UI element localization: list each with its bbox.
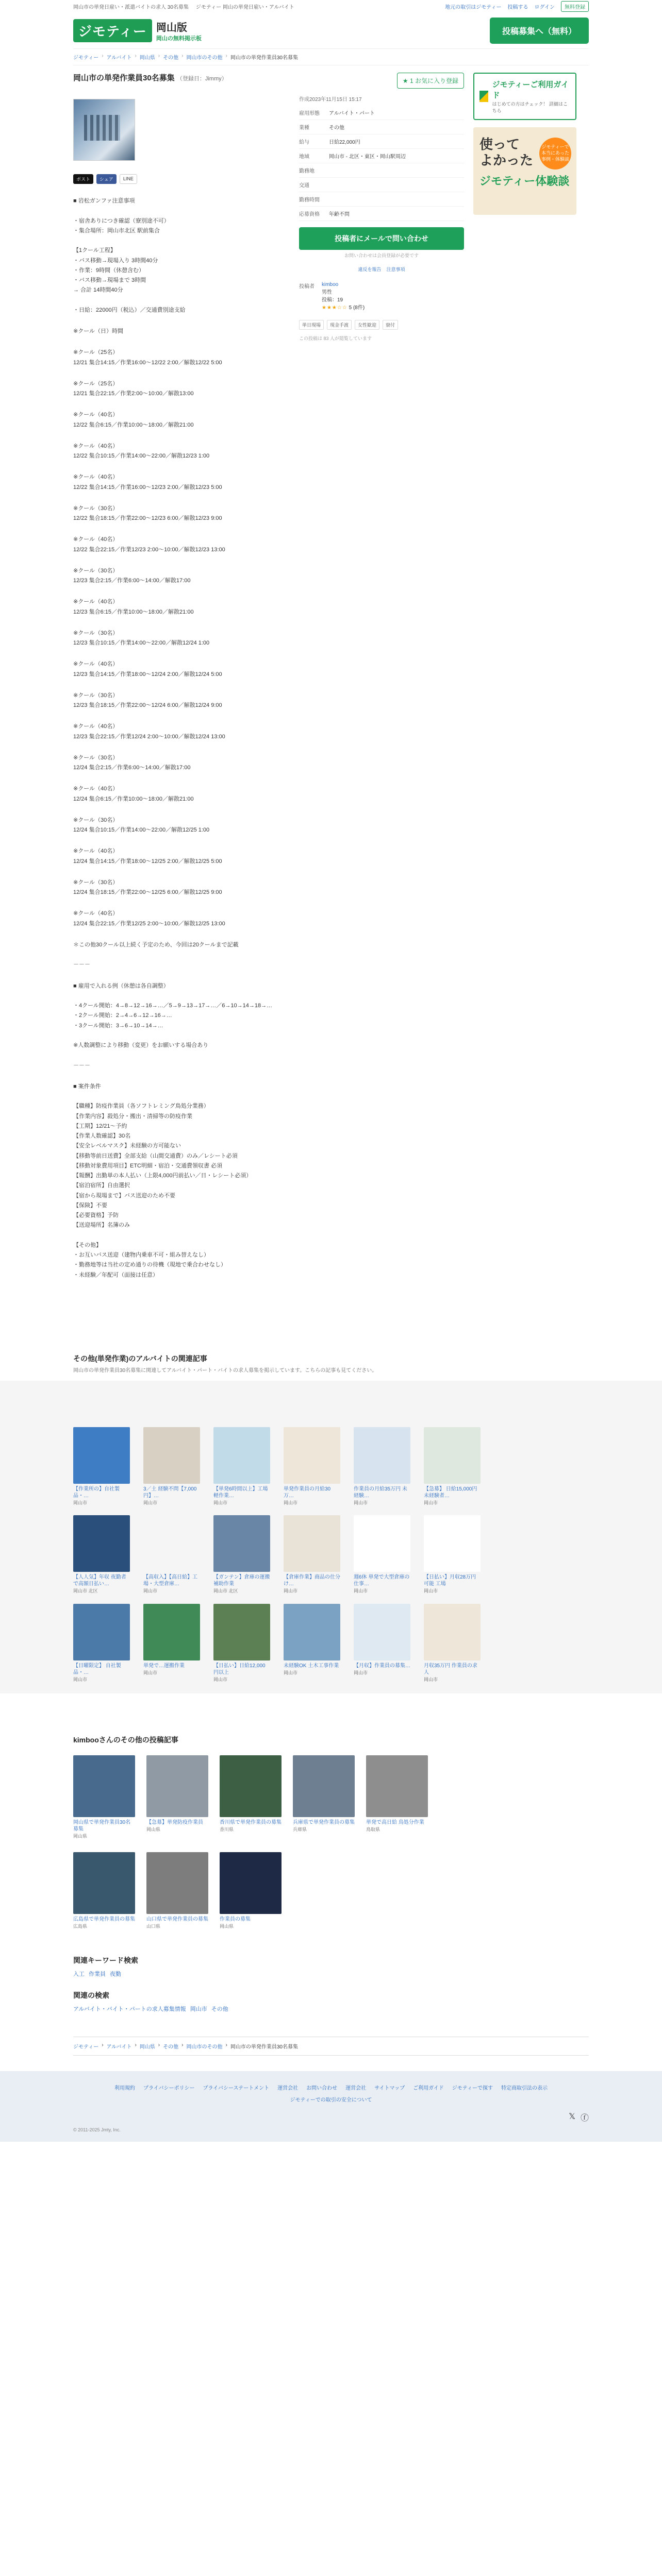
listing-sidebar: [299, 73, 464, 1292]
body-block: ※クール（40名） 12/24 集合14:15／作業18:00〜12/25 2:00／解散12/25 5:00: [73, 848, 222, 865]
footer-breadcrumb: ジモティー › アルバイト › 岡山県 › その他 › 岡山市のその他 › 岡山市の単発作業員30名募集: [73, 2037, 589, 2056]
card-location: 岡山市: [143, 1670, 158, 1676]
body-block: ※クール（40名） 12/22 集合6:15／作業10:00〜18:00／解散21:00: [73, 412, 194, 428]
card-thumbnail[interactable]: [284, 1604, 340, 1660]
listing-card[interactable]: [354, 1604, 410, 1683]
card-title[interactable]: 【ガンテン】倉庫の運搬補助作業: [213, 1574, 270, 1587]
card-title[interactable]: 【高収入】【高日給】工場・大型倉庫…: [143, 1574, 197, 1587]
contact-note: お問い合わせは会員登録が必要です: [344, 253, 419, 258]
topbar-text-1: 岡山市の単発日雇い・派遣バイトの求人 30名募集: [73, 4, 189, 10]
right-column: [473, 73, 576, 1292]
keyword-link[interactable]: 作業員: [89, 1971, 106, 1978]
topbar-link-login[interactable]: ログイン: [534, 4, 555, 10]
body-block: ※クール（30名） 12/23 集合2:15／作業6:00〜14:00／解散17:00: [73, 567, 191, 584]
listing-card[interactable]: [220, 1852, 282, 1930]
body-block: ＊この他30クール以上続く予定のため、今回は20クールまで記載 －－－: [73, 941, 239, 968]
listing-card[interactable]: [354, 1515, 410, 1595]
ad-brand: ジモティー体験談: [479, 175, 570, 188]
card-location: 鳥取県: [366, 1826, 380, 1832]
info-row: [299, 149, 464, 163]
listing-card[interactable]: [146, 1852, 208, 1930]
body-block: ※クール（40名） 12/23 集合6:15／作業10:00〜18:00／解散21:00: [73, 599, 194, 615]
card-location: 岡山市: [213, 1677, 228, 1683]
card-title[interactable]: 【急募】 日給15,000円 未経験者…: [424, 1486, 477, 1499]
info-row: [299, 163, 464, 178]
card-thumbnail[interactable]: [146, 1755, 208, 1817]
related-search-link[interactable]: その他: [211, 2006, 228, 2013]
keyword-link[interactable]: 入工: [73, 1971, 85, 1978]
card-location: 岡山市: [284, 1670, 298, 1676]
ad-line-1: 使って: [479, 137, 520, 152]
card-title[interactable]: 単発で高日給 鳥処分作業: [366, 1819, 424, 1825]
listing-card[interactable]: [143, 1604, 200, 1683]
body-block: ※クール（40名） 12/22 集合10:15／作業14:00〜22:00／解散12/23 1:00: [73, 443, 210, 459]
listing-card[interactable]: [73, 1427, 130, 1506]
listing-card[interactable]: [213, 1427, 270, 1506]
notice-link[interactable]: 注意事項: [386, 267, 405, 272]
listing-card[interactable]: [73, 1515, 130, 1595]
card-location: 岡山市: [143, 1588, 158, 1594]
card-thumbnail[interactable]: [73, 1852, 135, 1914]
card-thumbnail[interactable]: [284, 1427, 340, 1484]
card-thumbnail[interactable]: [354, 1427, 410, 1484]
body-block: ■ 岩松ガンファ注意事項 ・宿舎ありにつき確認（寮別途不可） ・集合場所：岡山市北区 駅前集合 【1クール工程】 ・バス移動→現場入り 3時間40分 ・作業：9時間（休憩含む） ・バス移動→現場まで 3時間 → 合計 14時間40分 ・日給：22000円（税込）／交通費別途支給: [73, 198, 186, 313]
card-thumbnail[interactable]: [354, 1515, 410, 1572]
card-title[interactable]: 週6休 単発で大型倉庫の仕事…: [354, 1574, 410, 1587]
related-section: [73, 1353, 589, 1374]
x-icon[interactable]: 𝕏: [569, 2112, 575, 2122]
card-thumbnail[interactable]: [424, 1427, 481, 1484]
info-value: [329, 163, 464, 178]
breadcrumb-item[interactable]: アルバイト: [106, 55, 132, 61]
card-title[interactable]: 【単発6時間以上】工場軽作業…: [213, 1486, 268, 1499]
breadcrumb-item[interactable]: ジモティー: [73, 2044, 99, 2050]
listing-card[interactable]: [284, 1427, 340, 1506]
card-location: 岡山市: [424, 1588, 438, 1594]
card-thumbnail[interactable]: [213, 1427, 270, 1484]
listing-title-text: 岡山市の単発作業員30名募集: [73, 74, 175, 82]
poster-post-count: 投稿：19: [322, 297, 343, 303]
card-location: 岡山市: [354, 1588, 368, 1594]
related-desc: 岡山市の単発作業員30名募集に関連してアルバイト・パート・バイトの求人募集を掲示しています。こちらの記事も見てください。: [73, 1367, 377, 1374]
info-row: [299, 207, 464, 221]
breadcrumb-item[interactable]: 岡山市のその他: [186, 2044, 223, 2050]
card-thumbnail[interactable]: [366, 1755, 428, 1817]
experience-ad-banner[interactable]: [473, 127, 576, 215]
card-title[interactable]: 【作業所の】自社製品・…: [73, 1486, 120, 1499]
related-title: その他(単発作業)のアルバイトの関連記事: [73, 1354, 207, 1363]
listing-card[interactable]: [213, 1515, 270, 1595]
share-line-button[interactable]: LINE: [120, 174, 137, 184]
card-location: 岡山市: [213, 1500, 228, 1505]
card-thumbnail[interactable]: [220, 1852, 282, 1914]
share-x-button[interactable]: ポスト: [73, 174, 93, 184]
body-block: ※クール（40名） 12/22 集合14:15／作業16:00〜12/23 2:00／解散12/23 5:00: [73, 474, 222, 490]
footer-link[interactable]: 利用規約: [114, 2086, 135, 2092]
register-button[interactable]: 無料登録: [561, 1, 589, 12]
footer-link[interactable]: ジモティーでの取引の安全について: [290, 2097, 372, 2104]
body-block: ※クール（日）時間: [73, 328, 123, 334]
card-location: 岡山市 北区: [213, 1588, 238, 1594]
card-title[interactable]: 香川県で単発作業員の募集: [220, 1819, 282, 1825]
info-key: 応募資格: [299, 207, 329, 221]
card-thumbnail[interactable]: [73, 1604, 130, 1660]
tag: 寮付: [383, 320, 398, 330]
card-thumbnail[interactable]: [73, 1755, 135, 1817]
listing-card[interactable]: [73, 1852, 135, 1930]
info-value: [329, 192, 464, 207]
info-value: アルバイト・パート: [329, 106, 464, 120]
breadcrumb-item[interactable]: ジモティー: [73, 55, 99, 61]
listing-tags: [299, 320, 464, 330]
card-thumbnail[interactable]: [220, 1755, 282, 1817]
related-search-link[interactable]: アルバイト・バイト・パートの求人募集情報: [73, 2006, 186, 2013]
card-thumbnail[interactable]: [143, 1604, 200, 1660]
other-posts-section: [73, 1735, 589, 1929]
topbar-link-post[interactable]: 投稿する: [507, 4, 528, 10]
listing-card[interactable]: [354, 1427, 410, 1506]
body-block: ※クール（40名） 12/23 集合22:15／作業12/24 2:00〜10:00／解散12/24 13:00: [73, 723, 225, 740]
card-thumbnail[interactable]: [424, 1604, 481, 1660]
logo-mark: ジモティー: [73, 19, 152, 42]
card-title[interactable]: 広島県で単発作業員の募集: [73, 1916, 135, 1922]
tag: 女性歓迎: [355, 320, 379, 330]
listing-main: [73, 73, 290, 1292]
listing-card[interactable]: [366, 1755, 428, 1840]
share-buttons: [73, 174, 290, 184]
breadcrumb-item[interactable]: 岡山県: [139, 2044, 155, 2050]
info-value: 年齢不問: [329, 207, 464, 221]
facebook-icon[interactable]: ⓕ: [580, 2114, 589, 2123]
breadcrumb-current: 岡山市の単発作業員30名募集: [230, 55, 298, 61]
card-title[interactable]: 単発作業員の月給30万…: [284, 1486, 331, 1499]
top-bar: [73, 0, 589, 12]
listing-card[interactable]: [424, 1515, 481, 1595]
usage-guide-banner[interactable]: [473, 73, 576, 120]
card-location: 山口県: [146, 1923, 161, 1929]
related-grid: [0, 1381, 662, 1693]
footer-link[interactable]: お問い合わせ: [306, 2086, 338, 2092]
listing-card[interactable]: [73, 1755, 135, 1840]
footer-link[interactable]: プライバシーステートメント: [203, 2086, 270, 2092]
card-title[interactable]: 【倉庫作業】商品の仕分け…: [284, 1574, 340, 1587]
footer: [0, 2071, 662, 2142]
breadcrumb-item[interactable]: その他: [163, 55, 179, 61]
card-thumbnail[interactable]: [146, 1852, 208, 1914]
info-key: 業種: [299, 120, 329, 134]
body-block: ※クール（25名） 12/21 集合22:15／作業2:00〜10:00／解散13:00: [73, 380, 194, 397]
listing-card[interactable]: [424, 1427, 481, 1506]
guide-title: ジモティーご利用ガイド: [492, 80, 569, 100]
body-block: ※クール（30名） 12/22 集合18:15／作業22:00〜12/23 6:00／解散12/23 9:00: [73, 505, 222, 521]
body-block: ■ 雇用で入れる例（休憩は各自調整） ・4クール開始：4→8→12→16→…／5→9→13→17→…／6→10→14→18→… ・2クール開始：2→4→6→12→16→… ・3クール開始：3→6→10→14→… ※人数調整により移動（変更）をお願いする場合あり －－－: [73, 982, 273, 1069]
card-thumbnail[interactable]: [143, 1515, 200, 1572]
favorite-button[interactable]: ★ 1 お気に入り登録: [397, 73, 464, 89]
card-location: 岡山県: [146, 1826, 161, 1832]
beginner-mark-icon: [479, 91, 488, 102]
body-block: ※クール（30名） 12/24 集合18:15／作業22:00〜12/25 6:00／解散12/25 9:00: [73, 879, 222, 895]
body-block: ※クール（30名） 12/23 集合10:15／作業14:00〜22:00／解散12/24 1:00: [73, 630, 210, 646]
tag: 現金手渡: [327, 320, 352, 330]
card-title[interactable]: 【急募】単発防疫作業員: [146, 1819, 203, 1825]
listing-card[interactable]: [424, 1604, 481, 1683]
share-facebook-button[interactable]: シェア: [96, 174, 117, 184]
topbar-text-2: ジモティー 岡山の単発日雇い・アルバイト: [195, 4, 294, 10]
info-value: その他: [329, 120, 464, 134]
info-value: 日給22,000円: [329, 134, 464, 149]
listing-card[interactable]: [293, 1755, 355, 1840]
info-row: [299, 178, 464, 192]
card-location: 岡山県: [73, 1833, 88, 1839]
card-location: 岡山市: [143, 1500, 158, 1505]
card-location: 岡山市 北区: [73, 1588, 98, 1594]
body-block: ※クール（25名） 12/21 集合14:15／作業16:00〜12/22 2:00／解散12/22 5:00: [73, 349, 222, 366]
listing-body: [73, 196, 290, 1280]
info-row: [299, 120, 464, 134]
card-title[interactable]: 3／土 経験不問【7,000円】…: [143, 1486, 197, 1499]
card-title[interactable]: 【日払い】日給12,000円以上: [213, 1663, 266, 1676]
related-search-title: 関連の検索: [73, 1991, 109, 2000]
tag: 単日現場: [299, 320, 324, 330]
info-row: [299, 192, 464, 207]
info-value: 岡山市 - 北区・東区・岡山駅周辺: [329, 149, 464, 163]
body-block: ※クール（40名） 12/24 集合22:15／作業12/25 2:00〜10:00／解散12/25 13:00: [73, 910, 225, 927]
card-thumbnail[interactable]: [213, 1515, 270, 1572]
breadcrumb-item[interactable]: 岡山県: [139, 55, 155, 61]
card-location: 岡山市: [284, 1500, 298, 1505]
guide-sub: はじめての方はチェック！ 詳細はこちら: [492, 101, 568, 113]
report-links: [299, 266, 464, 273]
body-block: ※クール（30名） 12/24 集合2:15／作業6:00〜14:00／解散17:00: [73, 754, 191, 771]
card-location: 岡山市: [73, 1677, 88, 1683]
footer-link[interactable]: サイトマップ: [374, 2086, 405, 2092]
listing-card[interactable]: [284, 1604, 340, 1683]
card-thumbnail[interactable]: [424, 1515, 481, 1572]
card-location: 兵庫県: [293, 1826, 307, 1832]
footer-link[interactable]: ジモティーで探す: [452, 2086, 493, 2092]
card-title[interactable]: 単発で…運搬作業: [143, 1663, 185, 1669]
poster-gender: 男性: [322, 290, 332, 295]
card-title[interactable]: 山口県で単発作業員の募集: [146, 1916, 208, 1922]
topbar-link-home[interactable]: 地元の取引はジモティー: [445, 4, 502, 10]
poster-label: 投稿者: [299, 284, 315, 290]
card-title[interactable]: 岡山県で単発作業員30名募集: [73, 1819, 131, 1832]
info-key: 雇用形態: [299, 106, 329, 120]
ad-line-2: よかった: [479, 152, 534, 168]
card-title[interactable]: 【日曜限定】 自社製品・…: [73, 1663, 121, 1676]
card-title[interactable]: 作業員の月給35万円 未経験…: [354, 1486, 407, 1499]
breadcrumb-item[interactable]: アルバイト: [106, 2044, 132, 2050]
report-violation-link[interactable]: 違反を報告: [358, 267, 382, 272]
listing-card[interactable]: [146, 1755, 208, 1840]
card-location: 岡山市: [424, 1677, 438, 1683]
header: [73, 12, 589, 48]
card-location: 岡山市: [73, 1500, 88, 1505]
prefecture-name: 岡山版: [156, 22, 187, 33]
listing-card[interactable]: [220, 1755, 282, 1840]
card-location: 岡山市: [284, 1588, 298, 1594]
breadcrumb-item[interactable]: その他: [163, 2044, 179, 2050]
site-logo[interactable]: [73, 19, 202, 42]
rating-stars: ★★★☆☆: [322, 305, 347, 311]
footer-link[interactable]: ご利用ガイド: [413, 2086, 444, 2092]
card-title[interactable]: 【人人気】年収 夜勤者で高額日払い…: [73, 1574, 126, 1587]
card-location: 岡山市: [354, 1500, 368, 1505]
info-key: 勤務地: [299, 163, 329, 178]
card-title[interactable]: 作業員の募集: [220, 1916, 251, 1922]
card-location: 香川県: [220, 1826, 234, 1832]
card-location: 岡山市: [354, 1670, 368, 1676]
contact-mail-button[interactable]: 投稿者にメールで問い合わせ: [299, 227, 464, 250]
breadcrumb: ジモティー › アルバイト › 岡山県 › その他 › 岡山市のその他 › 岡山市の単発作業員30名募集: [73, 48, 589, 65]
card-location: 岡山市: [424, 1500, 438, 1505]
card-title[interactable]: 兵庫県で単発作業員の募集: [293, 1819, 355, 1825]
listing-card[interactable]: [284, 1515, 340, 1595]
card-location: 広島県: [73, 1923, 88, 1929]
body-block: ■ 案件条件 【職種】防疫作業員（各ソフトレミング鳥処分業務） 【作業内容】殺処分・搬出・清掃等の防疫作業 【工期】12/21〜予約 【作業人数確認】30名 【安全レベルマスク】未経験の方可能ない 【移動等前日送費】全部支給（山間交通費）のみ／レシート必須 【移動対象費用項目】ETC明細・宿泊・交通費領収書 必須 【報酬】出勤単の本人払い（上限4,000円前払い／日・レシート必須） 【宿泊宿所】自由選択 【宿から現場まで】バス送迎のため不要 【保険】不要 【必要資格】予防 【送迎場所】名簿のみ 【その他】 ・お互いバス送迎（建物内乗車不可・組み替えなし） ・勤務地等は当社の定め通りの待機（現地で乗合わせなし） ・未経験／年配可（面接は任意）: [73, 1083, 252, 1278]
rating-count: 5 (8件): [349, 305, 365, 311]
card-title[interactable]: 未経験OK 土木工事作業: [284, 1663, 339, 1669]
listing-card[interactable]: [73, 1604, 130, 1683]
ad-badge: ジモティーで本当にあった 事例・体験談: [539, 138, 571, 170]
listing-title-sub: （登録日：Jimmy）: [176, 76, 227, 82]
card-thumbnail[interactable]: [284, 1515, 340, 1572]
info-key: 交通: [299, 178, 329, 192]
keyword-search: [73, 1955, 589, 1978]
body-block: ※クール（40名） 12/22 集合22:15／作業12/23 2:00〜10:00／解散12/23 13:00: [73, 536, 225, 553]
breadcrumb-item[interactable]: 岡山市のその他: [186, 55, 223, 61]
related-search-link[interactable]: 岡山市: [190, 2006, 207, 2013]
footer-link[interactable]: 運営会社: [345, 2086, 367, 2092]
info-row: [299, 106, 464, 120]
card-thumbnail[interactable]: [354, 1604, 410, 1660]
keyword-title: 関連キーワード検索: [73, 1956, 138, 1965]
card-location: 岡山県: [220, 1923, 234, 1929]
listing-photo[interactable]: [73, 99, 135, 161]
listing-date: 作成2023年11月15日 15:17: [299, 97, 362, 103]
breadcrumb-current: 岡山市の単発作業員30名募集: [230, 2044, 298, 2050]
keyword-link[interactable]: 夜勤: [110, 1971, 121, 1978]
body-block: ※クール（40名） 12/23 集合14:15／作業18:00〜12/24 2:00／解散12/24 5:00: [73, 661, 222, 677]
view-count: この投稿は 83 人が閲覧しています: [299, 336, 372, 341]
footer-link[interactable]: プライバシーポリシー: [143, 2086, 195, 2092]
listing-info-table: [299, 106, 464, 221]
card-title[interactable]: 月収35万円 作業員の求人: [424, 1663, 477, 1676]
listing-card[interactable]: [143, 1427, 200, 1506]
other-posts-title: kimbooさんのその他の投稿記事: [73, 1735, 178, 1744]
info-value: [329, 178, 464, 192]
listing-card[interactable]: [213, 1604, 270, 1683]
card-thumbnail[interactable]: [73, 1427, 130, 1484]
body-block: ※クール（30名） 12/23 集合18:15／作業22:00〜12/24 6:00／解散12/24 9:00: [73, 692, 222, 708]
related-search: [73, 1990, 589, 2013]
body-block: ※クール（40名） 12/24 集合6:15／作業10:00〜18:00／解散21:00: [73, 786, 194, 802]
info-key: 勤務時間: [299, 192, 329, 207]
info-key: 地域: [299, 149, 329, 163]
footer-link[interactable]: 運営会社: [277, 2086, 299, 2092]
copyright: © 2011-2025 Jmty, Inc.: [73, 2127, 121, 2133]
listing-title: [73, 73, 290, 83]
card-title[interactable]: 【日払い】月収28万円可能 工場: [424, 1574, 476, 1587]
footer-link[interactable]: 特定商取引法の表示: [501, 2086, 548, 2092]
card-thumbnail[interactable]: [213, 1604, 270, 1660]
poster-name[interactable]: kimboo: [322, 282, 339, 287]
poster-info: [299, 282, 464, 311]
card-thumbnail[interactable]: [143, 1427, 200, 1484]
prefecture-sub: 岡山の無料掲示板: [156, 35, 202, 42]
info-key: 給与: [299, 134, 329, 149]
info-row: [299, 134, 464, 149]
post-listing-button[interactable]: 投稿募集へ（無料）: [490, 18, 589, 44]
listing-card[interactable]: [143, 1515, 200, 1595]
card-title[interactable]: 【月収】作業員の募集…: [354, 1663, 410, 1669]
card-thumbnail[interactable]: [73, 1515, 130, 1572]
body-block: ※クール（30名） 12/24 集合10:15／作業14:00〜22:00／解散12/25 1:00: [73, 817, 210, 833]
card-thumbnail[interactable]: [293, 1755, 355, 1817]
